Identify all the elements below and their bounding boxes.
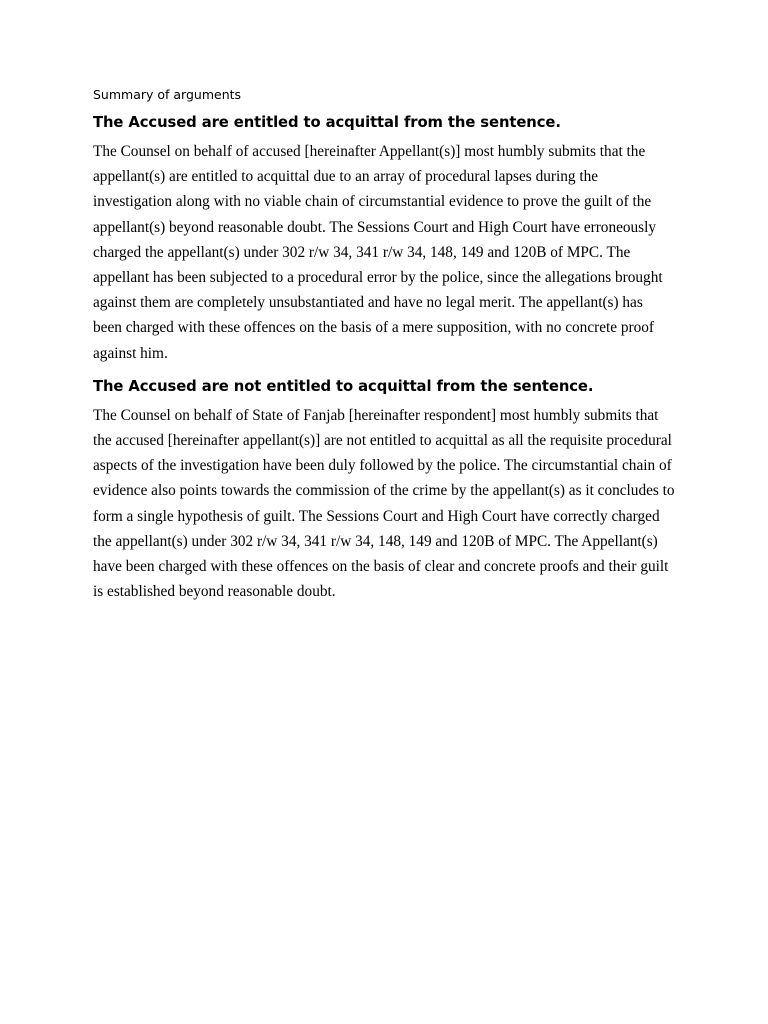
section-body: The Counsel on behalf of accused [hereinafter Appellant(s)] most humbly submits that the appellant(s) are entitled to acquittal due to an array of procedural lapses during the investigation along with no viable chain of circumstantial evidence to prove the guilt of the appellant(s) beyond reasonable doubt. The Sessions Court and High Court have erroneously charged the appellant(s) under 302 r/w 34, 341 r/w 34, 148, 149 and 120B of MPC. The appellant has been subjected to a procedural error by the police, since the allegations brought against them are completely unsubstantiated and have no legal merit. The appellant(s) has been charged with these offences on the basis of a mere supposition, with no concrete proof against him. [93, 143, 663, 362]
section-heading: The Accused are not entitled to acquittal from the sentence. [93, 377, 594, 395]
section-acquittal-entitled [93, 112, 675, 366]
section-heading: The Accused are entitled to acquittal from the sentence. [93, 114, 561, 131]
document-page [93, 86, 675, 614]
section-body: The Counsel on behalf of State of Fanjab [hereinafter respondent] most humbly submits that the accused [hereinafter appellant(s)] are not entitled to acquittal as all the requisite procedural aspects of the investigation have been duly followed by the police. The circumstantial chain of evidence also points towards the commission of the crime by the appellant(s) as it concludes to form a single hypothesis of guilt. The Sessions Court and High Court have correctly charged the appellant(s) under 302 r/w 34, 341 r/w 34, 148, 149 and 120B of MPC. The Appellant(s) have been charged with these offences on the basis of clear and concrete proofs and their guilt is established beyond reasonable doubt. [93, 406, 675, 601]
document-label: Summary of arguments [93, 87, 242, 102]
section-acquittal-not-entitled [93, 376, 675, 605]
